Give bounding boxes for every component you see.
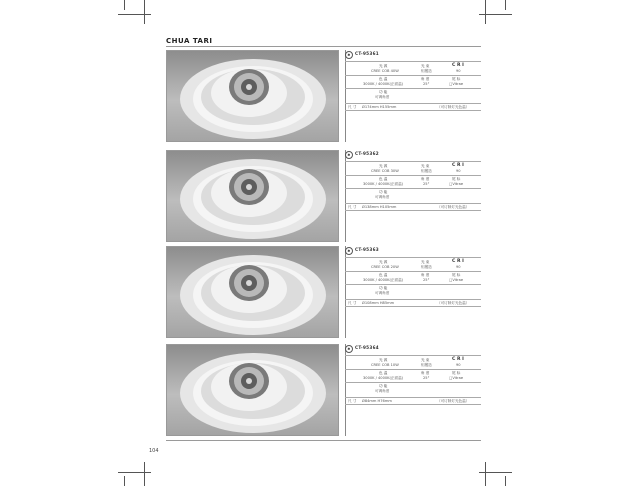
crop-mark [485,0,486,24]
light-source-value: CREE COB 20W [371,265,399,269]
cri-label: C R I [452,357,464,362]
cri-label: C R I [452,63,464,68]
angle-label: 角 度 [421,371,430,375]
size-value: Ø174mm H155mm [362,105,397,109]
beam-label: 光 束 [421,260,430,264]
spec-rule [345,103,481,104]
crop-mark [124,0,125,10]
remarks-label: 尾 标 [452,273,461,277]
spec-rule [345,284,481,285]
spec-rule [345,257,481,258]
light-source-value: CREE COB 30W [371,169,399,173]
color-temp-label: 色 温 [379,177,388,181]
light-source-value: CREE COB 40W [371,69,399,73]
angle-value: 25° [423,278,430,282]
product-code: CT-95364 [355,345,380,350]
led-badge-icon: ✱ [345,51,353,59]
angle-value: 25° [423,376,430,380]
led-badge-icon: ✱ [345,247,353,255]
color-temp-value: 3000K / 4000K(正面温) [363,376,404,380]
downlight-image [167,51,339,142]
cri-label: C R I [452,259,464,264]
function-value: 可调角度 [375,389,390,393]
color-temp-value: 3000K / 4000K(正面温) [363,182,404,186]
downlight-image [167,345,339,436]
spec-rule [345,369,481,370]
light-source-label: 光 源 [379,164,388,168]
spec-rule [345,88,481,89]
product-photo [166,246,339,338]
product-code: CT-95363 [355,247,380,252]
function-label: 功 能 [379,190,388,194]
spec-rule [345,210,481,211]
beam-label: 光 束 [421,164,430,168]
color-temp-label: 色 温 [379,371,388,375]
spec-rule [345,355,481,356]
function-label: 功 能 [379,384,388,388]
spec-divider [345,50,346,142]
light-source-label: 光 源 [379,358,388,362]
light-source-label: 光 源 [379,260,388,264]
customize-note: （可订制灯光色温） [437,301,470,305]
customize-note: （可订制灯光色温） [437,205,470,209]
remarks-label: 尾 标 [452,371,461,375]
product-code: CT-95362 [355,151,380,156]
crop-mark [485,462,486,486]
remark-value: □Vitrae [449,376,464,380]
crop-mark [118,14,151,15]
beam-value: 铝锻造 [421,169,432,173]
remark-value: □Vitrae [449,82,464,86]
product-entry [166,150,481,242]
spec-rule [345,188,481,189]
header-rule [166,46,481,47]
spec-rule [345,271,481,272]
spec-rule [345,306,481,307]
function-label: 功 能 [379,286,388,290]
downlight-image [167,247,339,338]
cri-value: 90 [456,169,461,173]
cri-value: 90 [456,265,461,269]
size-label: 尺 寸 [348,105,357,109]
angle-label: 角 度 [421,273,430,277]
product-entry [166,344,481,436]
size-value: Ø138mm H105mm [362,205,397,209]
crop-mark [144,0,145,24]
size-value: Ø108mm H85mm [362,301,395,305]
spec-divider [345,150,346,242]
color-temp-label: 色 温 [379,77,388,81]
customize-note: （可订制灯光色温） [437,105,470,109]
crop-mark [505,0,506,10]
spec-panel [345,150,481,242]
spec-rule [345,404,481,405]
angle-value: 25° [423,182,430,186]
remark-value: □Vitrae [449,278,464,282]
spec-rule [345,161,481,162]
remarks-label: 尾 标 [452,177,461,181]
spec-rule [345,175,481,176]
spec-rule [345,397,481,398]
size-label: 尺 寸 [348,301,357,305]
angle-value: 25° [423,82,430,86]
spec-rule [345,110,481,111]
light-source-value: CREE COB 10W [371,363,399,367]
size-value: Ø84mm H76mm [362,399,392,403]
cri-value: 90 [456,69,461,73]
customize-note: （可订制灯光色温） [437,399,470,403]
product-entry [166,50,481,142]
product-photo [166,150,339,242]
beam-value: 铝锻造 [421,69,432,73]
cri-value: 90 [456,363,461,367]
beam-value: 铝锻造 [421,265,432,269]
remarks-label: 尾 标 [452,77,461,81]
function-value: 可调角度 [375,195,390,199]
crop-mark [505,476,506,486]
spec-panel [345,246,481,338]
beam-label: 光 束 [421,358,430,362]
beam-value: 铝锻造 [421,363,432,367]
cri-label: C R I [452,163,464,168]
color-temp-label: 色 温 [379,273,388,277]
angle-label: 角 度 [421,177,430,181]
remark-value: □Vitrae [449,182,464,186]
product-photo [166,344,339,436]
spec-divider [345,344,346,436]
footer-rule [166,440,481,441]
crop-mark [479,472,512,473]
downlight-image [167,151,339,242]
angle-label: 角 度 [421,77,430,81]
page-number: 104 [149,448,159,454]
product-photo [166,50,339,142]
led-badge-icon: ✱ [345,345,353,353]
function-value: 可调角度 [375,291,390,295]
product-entry [166,246,481,338]
spec-rule [345,61,481,62]
brand-logo: CHUA TARI [166,37,213,45]
spec-rule [345,75,481,76]
size-label: 尺 寸 [348,205,357,209]
crop-mark [479,14,512,15]
light-source-label: 光 源 [379,64,388,68]
size-label: 尺 寸 [348,399,357,403]
function-label: 功 能 [379,90,388,94]
function-value: 可调角度 [375,95,390,99]
spec-rule [345,299,481,300]
spec-panel [345,50,481,142]
beam-label: 光 束 [421,64,430,68]
crop-mark [144,462,145,486]
crop-mark [124,476,125,486]
product-code: CT-95361 [355,51,380,56]
led-badge-icon: ✱ [345,151,353,159]
spec-divider [345,246,346,338]
spec-rule [345,203,481,204]
spec-panel [345,344,481,436]
crop-mark [118,472,151,473]
spec-rule [345,382,481,383]
color-temp-value: 3000K / 4000K(正面温) [363,82,404,86]
color-temp-value: 3000K / 4000K(正面温) [363,278,404,282]
